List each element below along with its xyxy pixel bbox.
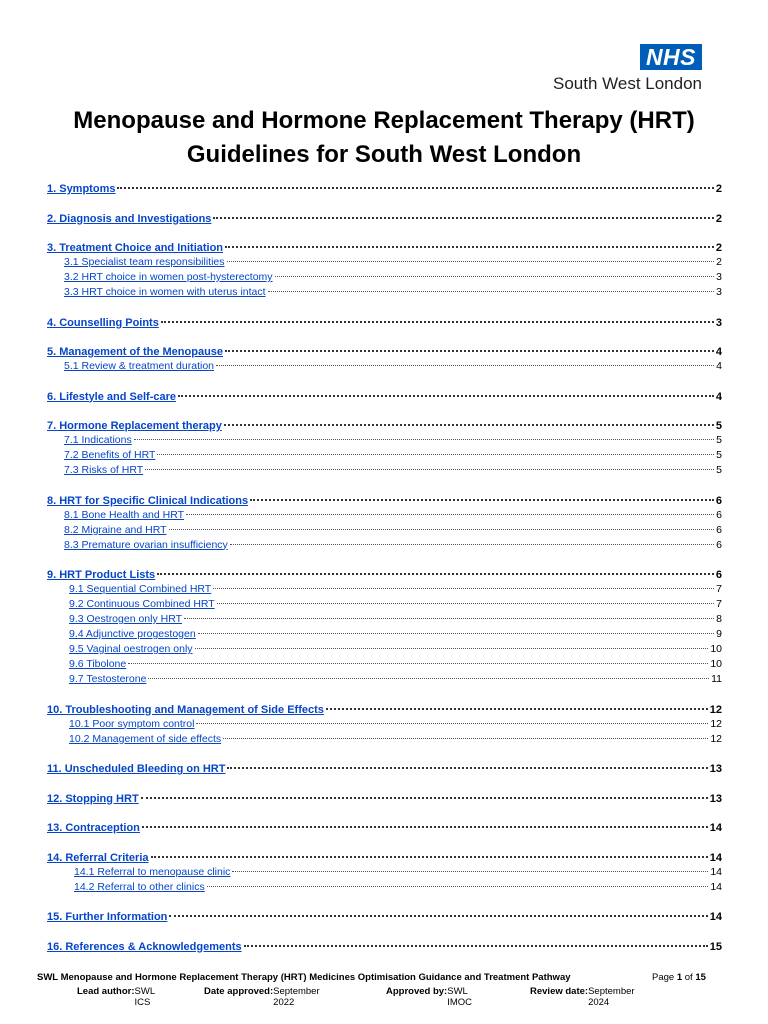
toc-subsection-entry[interactable] (47, 877, 722, 892)
toc-leader-dots (250, 487, 714, 501)
toc-leader-dots (198, 621, 714, 634)
toc-section-entry[interactable] (47, 208, 722, 223)
toc-leader-dots (225, 338, 714, 352)
toc-page-number: 6 (715, 494, 722, 507)
toc-page-number: 10 (710, 643, 722, 655)
footer-doc-title: SWL Menopause and Hormone Replacement Therapy (HRT) Medicines Optimisation Guidance and Treatment Pathway (37, 972, 571, 983)
toc-link[interactable]: 11. Unscheduled Bleeding on HRT (47, 763, 226, 775)
toc-page-number: 5 (715, 420, 722, 432)
toc-leader-dots (184, 606, 714, 619)
toc-link[interactable]: 8.2 Migraine and HRT (64, 523, 167, 536)
toc-leader-dots (128, 651, 708, 664)
toc-leader-dots (196, 711, 708, 724)
toc-page-number: 14 (710, 880, 722, 893)
toc-page-number: 14 (709, 911, 722, 923)
toc-page-number: 2 (715, 242, 722, 254)
toc-link[interactable]: 10.2 Management of side effects (69, 732, 222, 745)
toc-page-number: 4 (715, 346, 722, 358)
title-line-2: Guidelines for South West London (186, 141, 582, 168)
title-line-1: Menopause and Hormone Replacement Therapy (HRT) (73, 107, 695, 134)
toc-leader-dots (141, 785, 708, 799)
toc-link[interactable]: 9.4 Adjunctive progestogen (69, 628, 196, 640)
toc-leader-dots (227, 755, 707, 769)
toc-leader-dots (213, 576, 714, 589)
footer-page-number: Page 1 of 15 (652, 972, 706, 983)
toc-page-number: 3 (715, 316, 722, 329)
toc-leader-dots (142, 814, 708, 828)
toc-leader-dots (244, 933, 708, 947)
toc-page-number: 7 (716, 583, 722, 595)
toc-link[interactable]: 14. Referral Criteria (47, 851, 149, 864)
toc-page-number: 12 (709, 703, 722, 716)
toc-section-entry[interactable] (47, 788, 722, 803)
toc-section-entry[interactable] (47, 386, 722, 401)
toc-subsection-entry[interactable] (47, 535, 722, 550)
toc-link[interactable]: 6. Lifestyle and Self-care (47, 390, 176, 403)
toc-section-entry[interactable] (47, 906, 722, 921)
toc-leader-dots (169, 517, 715, 530)
toc-link[interactable]: 7. Hormone Replacement therapy (47, 420, 222, 432)
toc-subsection-entry[interactable] (47, 460, 722, 475)
toc-page-number: 12 (710, 717, 722, 730)
toc-link[interactable]: 3.2 HRT choice in women post-hysterectomy (64, 271, 273, 283)
toc-page-number: 12 (710, 732, 722, 745)
toc-link[interactable]: 3.3 HRT choice in women with uterus intact (64, 286, 266, 298)
toc-leader-dots (161, 309, 714, 323)
footer-lead-author: Lead author: SWL ICS (77, 986, 155, 1008)
toc-link[interactable]: 8.1 Bone Health and HRT (64, 508, 185, 521)
toc-page-number: 2 (715, 212, 722, 225)
toc-leader-dots (275, 264, 715, 277)
toc-link[interactable]: 9.7 Testosterone (69, 673, 147, 685)
toc-leader-dots (232, 859, 708, 872)
toc-leader-dots (186, 502, 714, 515)
toc-page-number: 6 (716, 538, 722, 551)
toc-leader-dots (195, 636, 709, 649)
toc-subsection-entry[interactable] (47, 669, 722, 684)
toc-leader-dots (207, 874, 709, 887)
toc-section-entry[interactable] (47, 758, 722, 773)
footer-date-approved: Date approved: September 2022 (204, 986, 320, 1008)
toc-page-number: 5 (716, 449, 722, 461)
toc-page-number: 3 (716, 271, 722, 283)
toc-leader-dots (224, 412, 714, 426)
page-title (0, 104, 768, 172)
toc-leader-dots (157, 442, 714, 455)
toc-leader-dots (169, 903, 707, 917)
toc-link[interactable]: 3. Treatment Choice and Initiation (47, 242, 224, 254)
footer-review-date: Review date: September 2024 (530, 986, 635, 1008)
toc-link[interactable]: 1. Symptoms (47, 183, 116, 195)
toc-subsection-entry[interactable] (47, 356, 722, 371)
toc-section-entry[interactable] (47, 817, 722, 832)
toc-link[interactable]: 9.1 Sequential Combined HRT (69, 583, 212, 595)
toc-page-number: 9 (716, 628, 722, 640)
toc-leader-dots (230, 532, 714, 545)
toc-link[interactable]: 5.1 Review & treatment duration (64, 360, 214, 372)
toc-page-number: 6 (715, 569, 722, 581)
toc-page-number: 14 (710, 865, 722, 878)
toc-link[interactable]: 12. Stopping HRT (47, 792, 139, 805)
toc-leader-dots (134, 427, 714, 440)
toc-leader-dots (145, 457, 714, 470)
toc-section-entry[interactable] (47, 936, 722, 951)
page-footer (0, 972, 768, 1008)
toc-page-number: 8 (716, 613, 722, 625)
toc-page-number: 7 (716, 598, 722, 610)
footer-approved-by: Approved by: SWL IMOC (386, 986, 473, 1008)
toc-leader-dots (157, 561, 714, 575)
toc-link[interactable]: 9. HRT Product Lists (47, 569, 156, 581)
toc-link[interactable]: 9.3 Oestrogen only HRT (69, 613, 183, 625)
toc-page-number: 5 (716, 464, 722, 476)
nhs-badge: NHS (640, 44, 702, 70)
toc-link[interactable]: 5. Management of the Menopause (47, 346, 224, 358)
toc-page-number: 4 (715, 390, 722, 403)
toc-page-number: 2 (715, 183, 722, 195)
toc-link[interactable]: 7.3 Risks of HRT (64, 464, 144, 476)
toc-leader-dots (151, 844, 708, 858)
toc-link[interactable]: 7.2 Benefits of HRT (64, 449, 156, 461)
toc-link[interactable]: 3.1 Specialist team responsibilities (64, 256, 225, 268)
toc-link[interactable]: 10.1 Poor symptom control (69, 717, 195, 730)
toc-link[interactable]: 16. References & Acknowledgements (47, 940, 242, 953)
table-of-contents (47, 178, 722, 951)
toc-leader-dots (148, 666, 709, 679)
toc-leader-dots (213, 205, 713, 219)
toc-link[interactable]: 9.6 Tibolone (69, 658, 127, 670)
toc-page-number: 13 (709, 763, 722, 775)
toc-page-number: 6 (716, 508, 722, 521)
toc-page-number: 14 (709, 822, 722, 834)
toc-leader-dots (326, 696, 708, 710)
org-name: South West London (552, 74, 702, 93)
toc-link[interactable]: 14.2 Referral to other clinics (74, 880, 205, 893)
toc-page-number: 2 (716, 256, 722, 268)
toc-leader-dots (227, 249, 715, 262)
toc-link[interactable]: 9.2 Continuous Combined HRT (69, 598, 215, 610)
toc-leader-dots (225, 234, 714, 248)
toc-link[interactable]: 4. Counselling Points (47, 316, 159, 329)
toc-page-number: 3 (716, 286, 722, 298)
toc-leader-dots (217, 591, 714, 604)
toc-link[interactable]: 14.1 Referral to menopause clinic (74, 865, 231, 878)
toc-link[interactable]: 7.1 Indications (64, 434, 132, 446)
toc-page-number: 15 (709, 940, 722, 953)
toc-leader-dots (178, 383, 714, 397)
toc-link[interactable]: 8.3 Premature ovarian insufficiency (64, 538, 228, 551)
toc-leader-dots (223, 726, 708, 739)
toc-link[interactable]: 2. Diagnosis and Investigations (47, 212, 212, 225)
toc-link[interactable]: 10. Troubleshooting and Management of Side Effects (47, 703, 324, 716)
toc-subsection-entry[interactable] (47, 282, 722, 297)
toc-subsection-entry[interactable] (47, 729, 722, 744)
toc-link[interactable]: 8. HRT for Specific Clinical Indications (47, 494, 249, 507)
toc-link[interactable]: 9.5 Vaginal oestrogen only (69, 643, 193, 655)
toc-page-number: 5 (716, 434, 722, 446)
toc-leader-dots (268, 279, 715, 292)
toc-page-number: 11 (711, 673, 722, 685)
toc-leader-dots (216, 353, 714, 366)
toc-page-number: 13 (709, 792, 722, 805)
toc-leader-dots (117, 175, 713, 189)
toc-page-number: 14 (709, 851, 722, 864)
toc-link[interactable]: 15. Further Information (47, 911, 168, 923)
toc-section-entry[interactable] (47, 312, 722, 327)
toc-page-number: 4 (716, 360, 722, 372)
toc-section-entry[interactable] (47, 178, 722, 193)
toc-link[interactable]: 13. Contraception (47, 822, 140, 834)
toc-page-number: 6 (716, 523, 722, 536)
toc-page-number: 10 (710, 658, 722, 670)
nhs-logo (522, 44, 702, 94)
